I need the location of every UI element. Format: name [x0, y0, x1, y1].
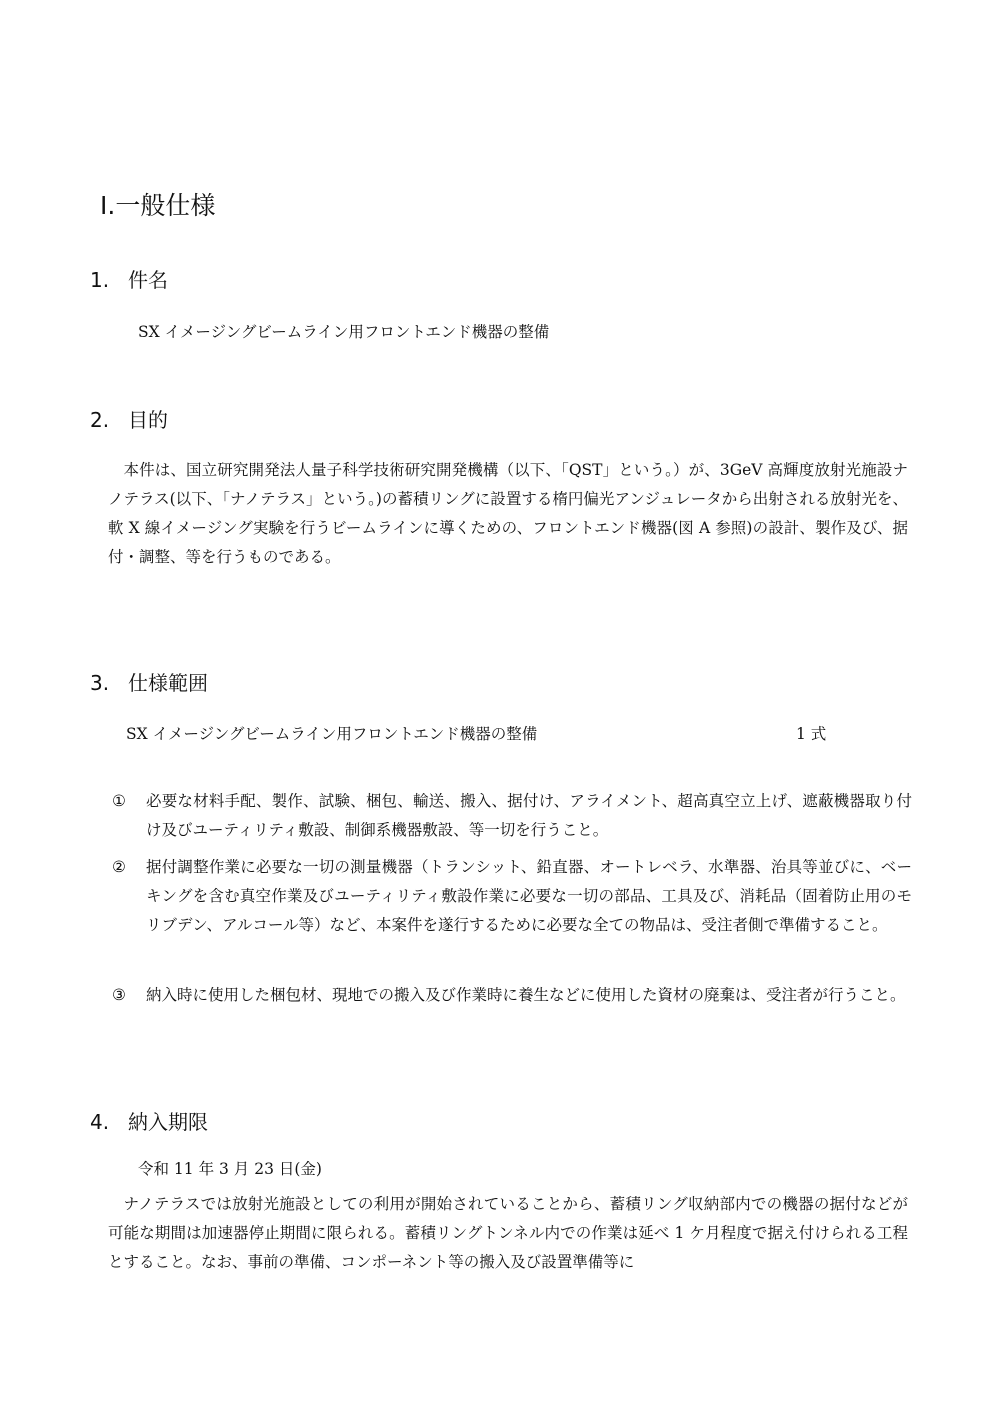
section-2-heading — [90, 405, 168, 435]
list-item — [112, 981, 912, 1010]
section-1-heading — [90, 265, 168, 295]
section-4-heading — [90, 1107, 208, 1137]
list-item — [112, 853, 912, 940]
scope-line — [126, 722, 886, 746]
section-4-number: 4. — [90, 1110, 110, 1134]
scope-item: SX イメージングビームライン用フロントエンド機器の整備 — [126, 725, 538, 743]
section-3-heading — [90, 668, 208, 698]
list-item-text: 据付調整作業に必要な一切の測量機器（トランシット、鉛直器、オートレベラ、水準器、治具等並びに、ベーキングを含む真空作業及びユーティリティ敷設作業に必要な一切の部品、工具及び、消耗品（固着防止用のモリブデン、アルコール等）など、本案件を遂行するために必要な全ての物品は、受注者側で準備すること。 — [146, 858, 912, 934]
list-marker: ② — [112, 858, 126, 876]
scope-quantity: 1 式 — [796, 725, 827, 743]
purpose-paragraph: 本件は、国立研究開発法人量子科学技術研究開発機構（以下、「QST」という。）が、3GeV 高輝度放射光施設ナノテラス(以下、「ナノテラス」という。)の蓄積リングに設置する楕円偏光アンジュレータから出射される放射光を、軟 X 線イメージング実験を行うビームラインに導くための、フロントエンド機器(図 A 参照)の設計、製作及び、据付・調整、等を行うものである。 — [108, 461, 908, 566]
section-1-number: 1. — [90, 268, 110, 292]
list-item-text: 納入時に使用した梱包材、現地での搬入及び作業時に養生などに使用した資材の廃棄は、受注者が行うこと。 — [146, 986, 906, 1004]
section-2-number: 2. — [90, 408, 110, 432]
deadline-paragraph: ナノテラスでは放射光施設としての利用が開始されていることから、蓄積リング収納部内での機器の据付などが可能な期間は加速器停止期間に限られる。蓄積リングトンネル内での作業は延べ 1 ケ月程度で据え付けられる工程とすること。なお、事前の準備、コンポーネント等の搬入及び設置準備等に — [108, 1195, 908, 1271]
list-marker: ③ — [112, 986, 126, 1004]
section-4-title: 納入期限 — [128, 1110, 208, 1134]
page-title: Ⅰ.一般仕様 — [100, 191, 216, 220]
list-item-text: 必要な材料手配、製作、試験、梱包、輸送、搬入、据付け、アライメント、超高真空立上げ、遮蔽機器取り付け及びユーティリティ敷設、制御系機器敷設、等一切を行うこと。 — [146, 792, 912, 839]
section-3-title: 仕様範囲 — [128, 671, 208, 695]
list-item — [112, 787, 912, 845]
section-1-title: 件名 — [128, 268, 168, 292]
list-marker: ① — [112, 792, 126, 810]
subject-text: SX イメージングビームライン用フロントエンド機器の整備 — [138, 323, 550, 341]
section-2-title: 目的 — [128, 408, 168, 432]
section-3-number: 3. — [90, 671, 110, 695]
deadline-date: 令和 11 年 3 月 23 日(金) — [138, 1160, 322, 1178]
